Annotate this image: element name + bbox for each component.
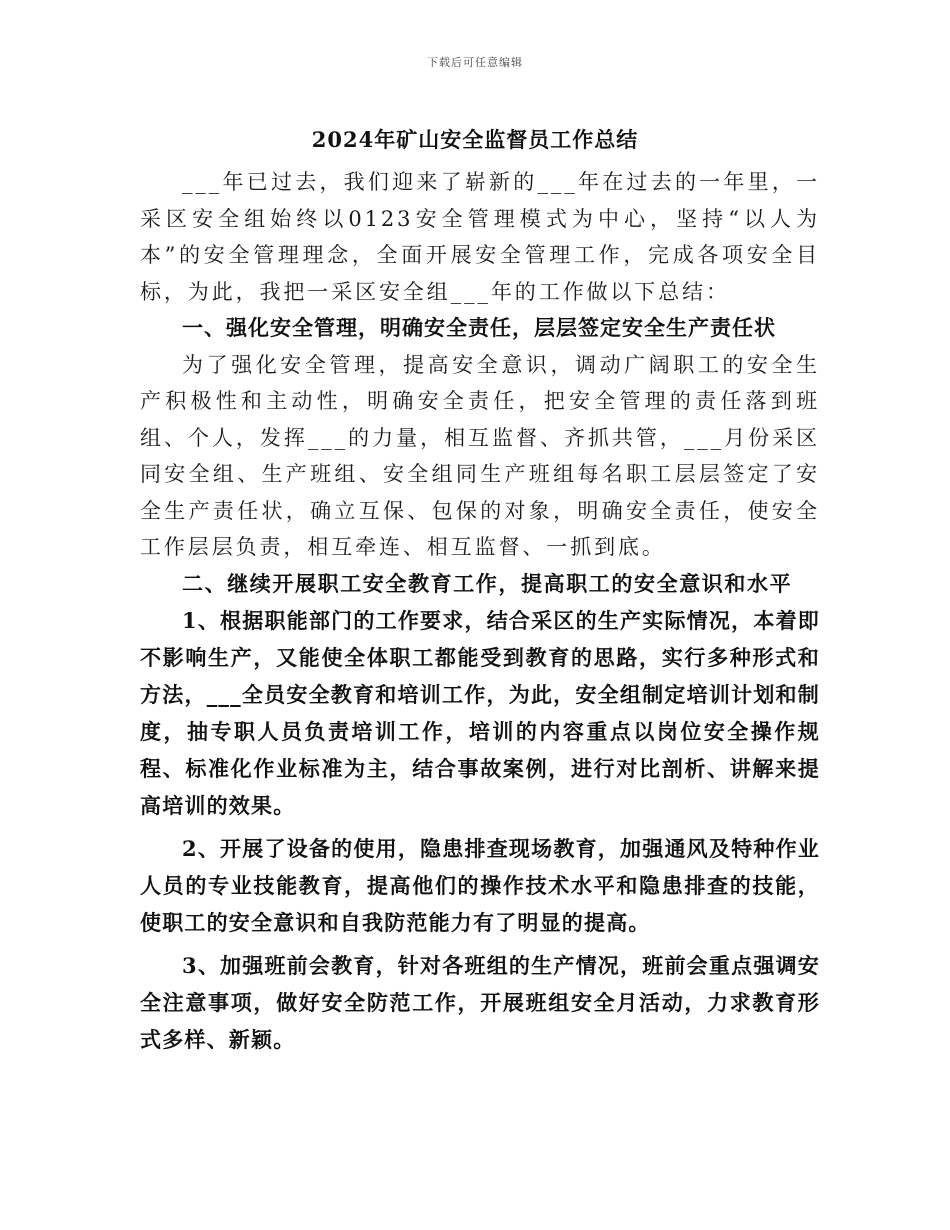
intro-paragraph: ___年已过去，我们迎来了崭新的___年在过去的一年里，一采区安全组始终以0123安全管理模式为中心，坚持“以人为本”的安全管理理念，全面开展安全管理工作，完成各项安全目标，为此，我把一采区安全组___年的工作做以下总结： (140, 170, 820, 304)
document-title: 2024年矿山安全监督员工作总结 (311, 127, 639, 152)
section-2-item-3: 3、加强班前会教育，针对各班组的生产情况，班前会重点强调安全注意事项，做好安全防范工作，开展班组安全月活动，力求教育形式多样、新颖。 (140, 953, 820, 1052)
section-1-paragraph: 为了强化安全管理，提高安全意识，调动广阔职工的安全生产积极性和主动性，明确安全责任，把安全管理的责任落到班组、个人，发挥___的力量，相互监督、齐抓共管，___月份采区同安全组、生产班组、安全组同生产班组每名职工层层签定了安全生产责任状，确立互保、包保的对象，明确安全责任，使安全工作层层负责，相互牵连、相互监督、一抓到底。 (140, 352, 820, 559)
header-note: 下载后可任意编辑 (427, 56, 523, 69)
section-2-heading: 二、继续开展职工安全教育工作，提高职工的安全意识和水平 (182, 570, 793, 596)
section-2-item-1: 1、根据职能部门的工作要求，结合采区的生产实际情况，本着即不影响生产，又能使全体职工都能受到教育的思路，实行多种形式和方法，___全员安全教育和培训工作，为此，安全组制定培训计划和制度，抽专职人员负责培训工作，培训的内容重点以岗位安全操作规程、标准化作业标准为主，结合事故案例，进行对比剖析、讲解来提高培训的效果。 (140, 608, 820, 818)
document-body (140, 164, 820, 1058)
section-2-item-2: 2、开展了设备的使用，隐患排查现场教育，加强通风及特种作业人员的专业技能教育，提高他们的操作技术水平和隐患排查的技能，使职工的安全意识和自我防范能力有了明显的提高。 (140, 836, 820, 935)
section-1-heading: 一、强化安全管理，明确安全责任，层层签定安全生产责任状 (182, 315, 776, 340)
